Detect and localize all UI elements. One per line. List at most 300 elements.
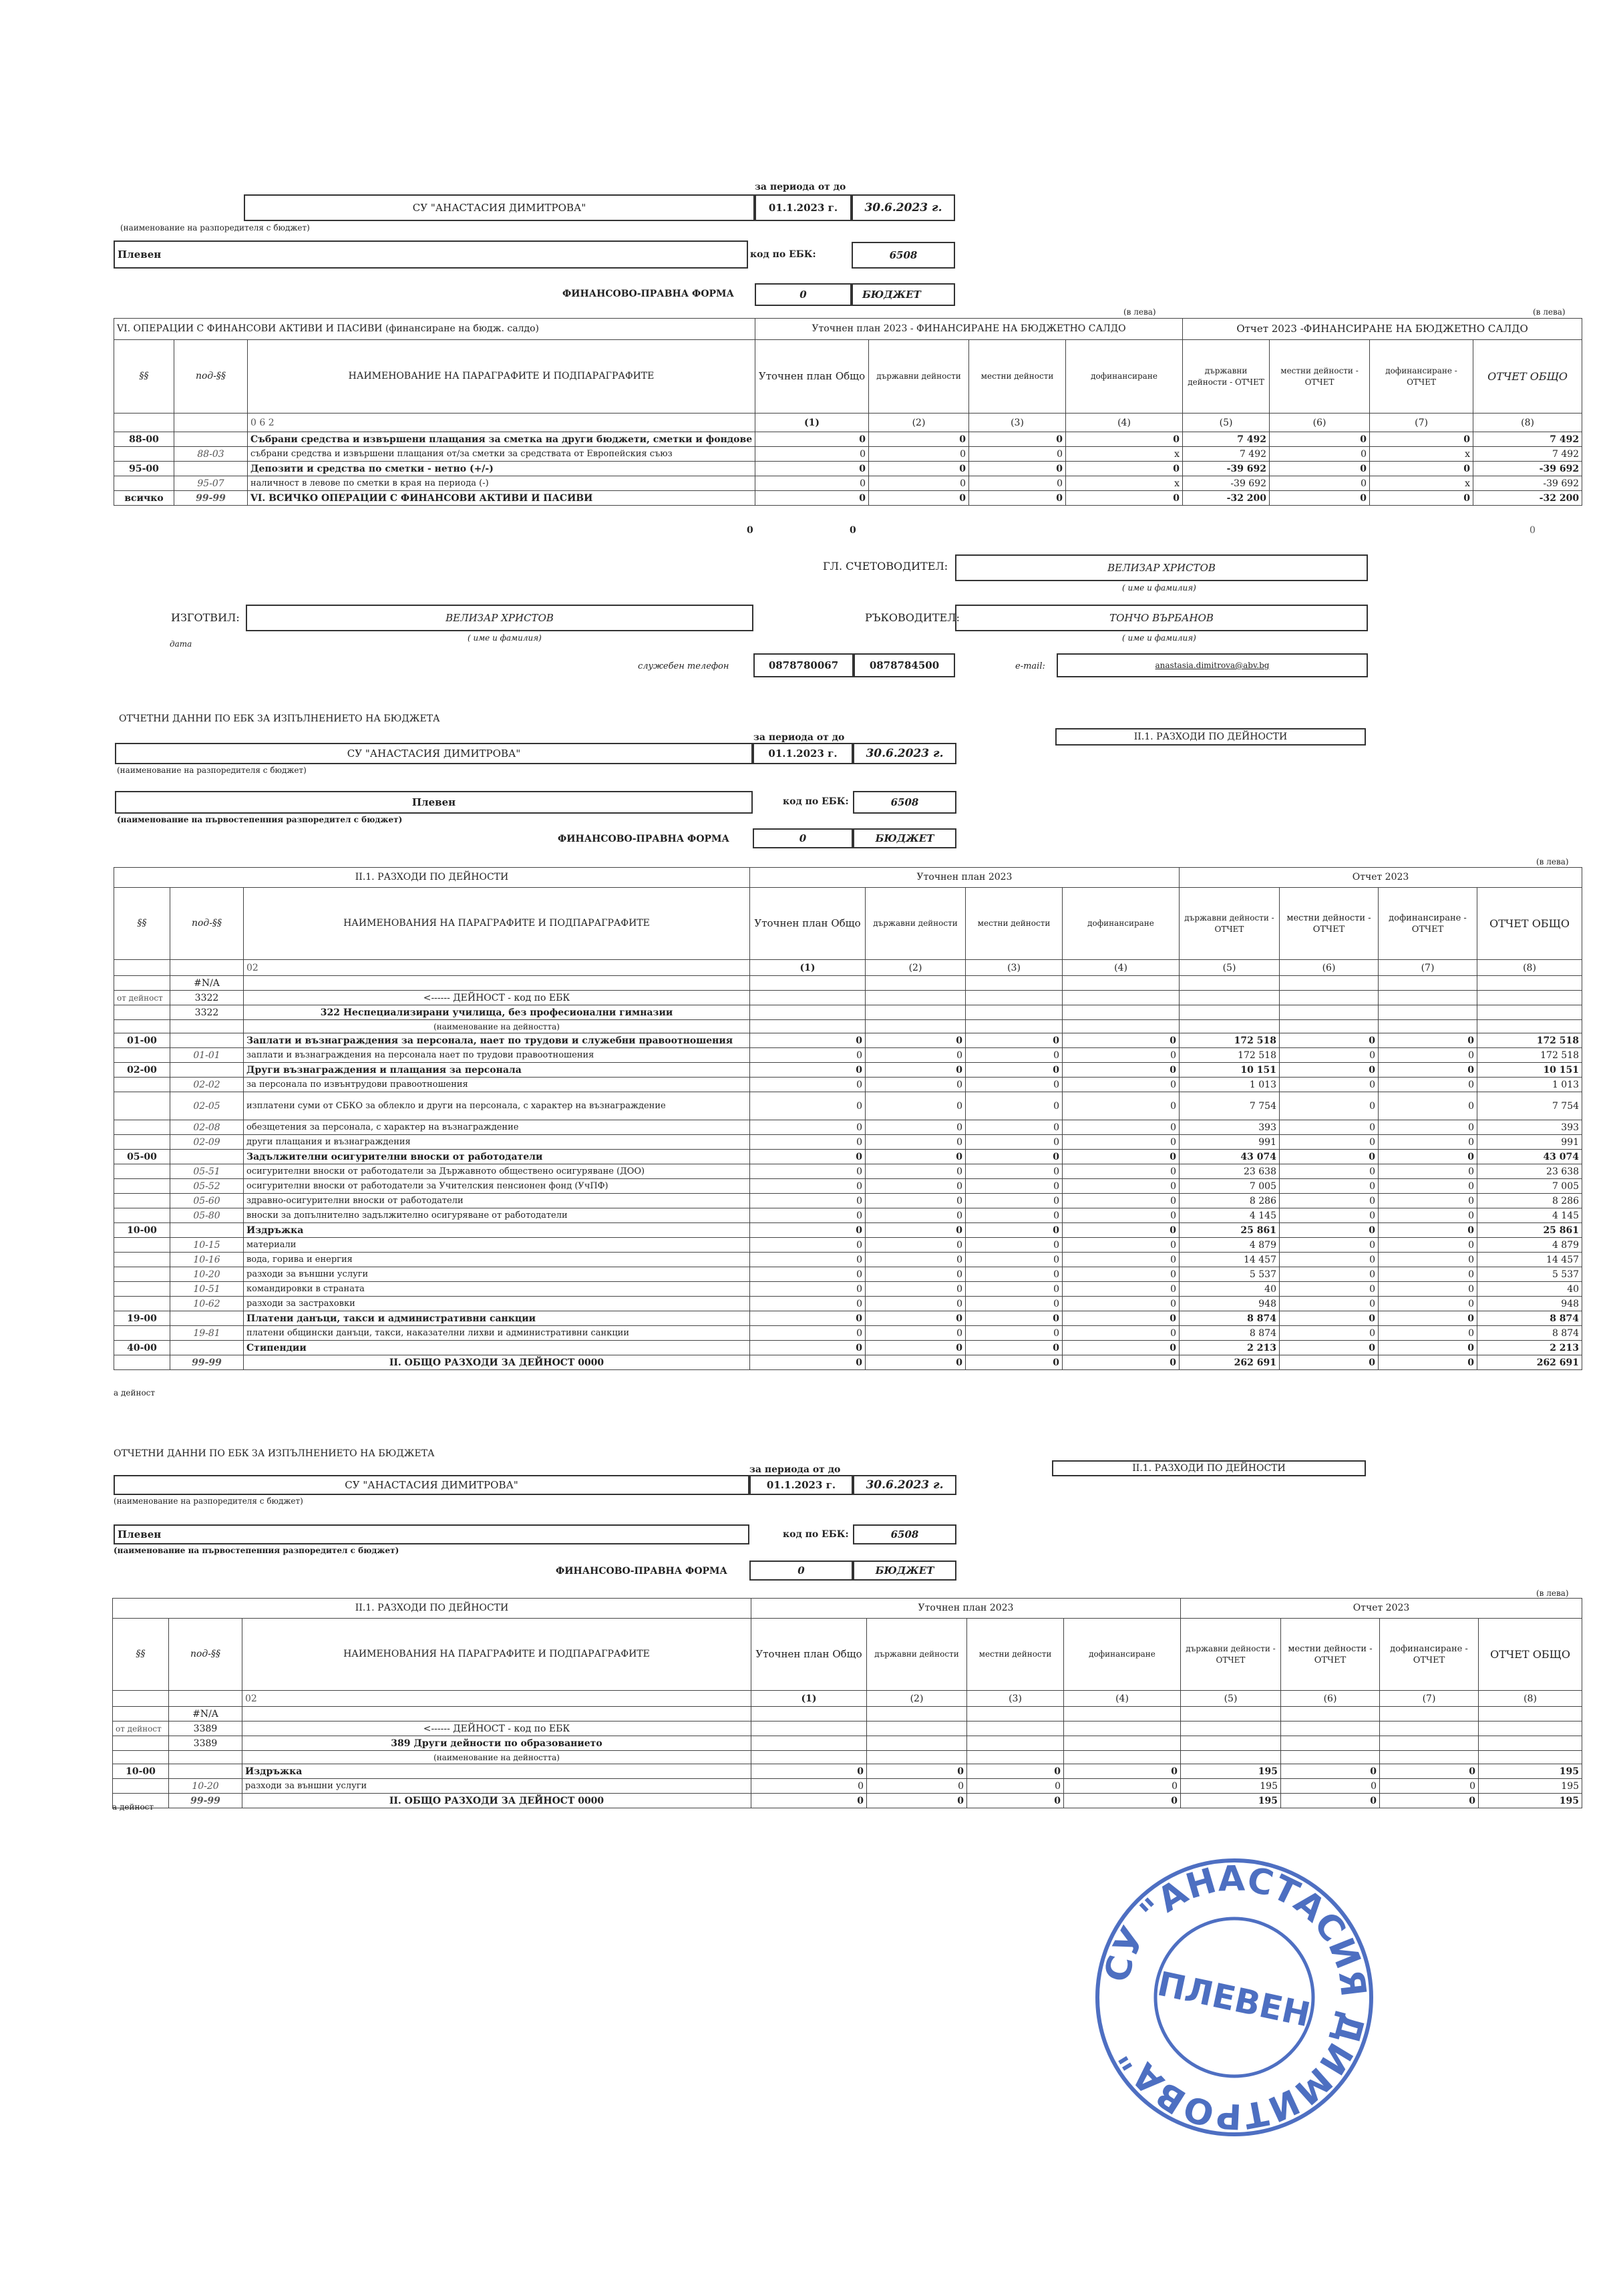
city-box: Плевен xyxy=(115,791,753,814)
email-value: anastasia.dimitrova@abv.bg xyxy=(1057,653,1368,677)
cell-value: 43 074 xyxy=(1477,1150,1582,1164)
cell-value: 0 xyxy=(1280,1355,1379,1370)
cell-value: 0 xyxy=(866,1078,966,1092)
cell-value: 0 xyxy=(1066,432,1183,447)
cell-value: 0 xyxy=(1064,1779,1181,1794)
column-header: Уточнен план Общо xyxy=(751,1619,867,1691)
cell-value: 0 xyxy=(750,1311,866,1326)
cell-value: 0 xyxy=(750,1297,866,1311)
cell-value: 0 xyxy=(755,476,869,491)
cell-value: -39 692 xyxy=(1183,476,1270,491)
phone-2: 0878784500 xyxy=(854,653,955,677)
cell-value: 0 xyxy=(1280,1208,1379,1223)
cell-value: 0 xyxy=(1066,462,1183,476)
paragraph-code xyxy=(114,1092,170,1120)
date-from: 01.1.2023 г. xyxy=(749,1475,853,1495)
unit-label: (в лева) xyxy=(1536,857,1569,866)
row-name: заплати и възнаграждения на персонала нает по трудови правоотношения xyxy=(244,1048,750,1063)
cell-value: 40 xyxy=(1180,1282,1280,1297)
column-header: под-§§ xyxy=(170,888,244,960)
cell-value: 0 xyxy=(1063,1326,1180,1341)
cell-value: 0 xyxy=(866,1150,966,1164)
org-caption: (наименование на разпоредителя с бюджет) xyxy=(120,223,310,232)
fpf-value: БЮДЖЕТ xyxy=(853,1561,956,1581)
paragraph-code: 10-00 xyxy=(114,1223,170,1238)
cell-value: 0 xyxy=(750,1048,866,1063)
table-header: Уточнен план 2023 xyxy=(751,1599,1181,1619)
table-row xyxy=(114,1063,1582,1078)
cell-value: 0 xyxy=(1063,1253,1180,1267)
activity-code: 3322 xyxy=(170,1005,244,1020)
cell-value: 0 xyxy=(866,1033,966,1048)
cell-value: 0 xyxy=(1063,1297,1180,1311)
chief-accountant-name: ВЕЛИЗАР ХРИСТОВ xyxy=(955,554,1368,581)
cell-value: 7 005 xyxy=(1180,1179,1280,1194)
row-name: здравно-осигурителни вноски от работодатели xyxy=(244,1194,750,1208)
paragraph-code xyxy=(114,1120,170,1135)
row-name: Събрани средства и извършени плащания за сметка на други бюджети, сметки и фондове xyxy=(248,432,755,447)
zero-value: 0 xyxy=(850,525,856,536)
cell-value: 0 xyxy=(751,1779,867,1794)
cell-value: 0 xyxy=(750,1033,866,1048)
paragraph-code xyxy=(114,1208,170,1223)
column-header: дофинансиране - ОТЧЕТ xyxy=(1379,888,1477,960)
column-header: ОТЧЕТ ОБЩО xyxy=(1477,888,1582,960)
ebk-label: код по ЕБК: xyxy=(783,1529,849,1540)
unit-label: (в лева) xyxy=(1536,1589,1569,1598)
cell-value: 8 874 xyxy=(1477,1311,1582,1326)
expenses-table xyxy=(112,1598,1582,1808)
cell-value: 0 xyxy=(866,1164,966,1179)
head-label: РЪКОВОДИТЕЛ: xyxy=(865,611,960,624)
cell-value: -32 200 xyxy=(1183,491,1270,506)
row-name: Платени данъци, такси и административни санкции xyxy=(244,1311,750,1326)
column-header: дофинансиране xyxy=(1063,888,1180,960)
column-header: §§ xyxy=(114,340,174,414)
table-row xyxy=(114,1355,1582,1370)
cell-value: 0 xyxy=(1379,1150,1477,1164)
cell-value: 23 638 xyxy=(1477,1164,1582,1179)
subparagraph-code: 05-60 xyxy=(170,1194,244,1208)
table-row xyxy=(113,1794,1582,1808)
subparagraph-code xyxy=(170,1223,244,1238)
footer-note: а дейност xyxy=(114,1388,156,1398)
cell-value: 0 xyxy=(1281,1764,1380,1779)
activity-mid: <------ ДЕЙНОСТ - код по ЕБК xyxy=(242,1721,751,1736)
column-number: (2) xyxy=(866,960,966,976)
column-header: ОТЧЕТ ОБЩО xyxy=(1479,1619,1582,1691)
subparagraph-code: 10-62 xyxy=(170,1297,244,1311)
cell-value: 7 754 xyxy=(1180,1092,1280,1120)
subparagraph-code: 02-05 xyxy=(170,1092,244,1120)
cell-value: 1 013 xyxy=(1180,1078,1280,1092)
cell-value: 7 754 xyxy=(1477,1092,1582,1120)
activity-code: 3322 xyxy=(170,991,244,1005)
cell-value: 0 xyxy=(1379,1164,1477,1179)
cell-value: 195 xyxy=(1479,1779,1582,1794)
activity-caption: (наименование на дейността) xyxy=(242,1751,751,1764)
paragraph-code xyxy=(114,1194,170,1208)
cell-value: 0 xyxy=(1379,1282,1477,1297)
row-name: обезщетения за персонала, с характер на възнаграждение xyxy=(244,1120,750,1135)
subparagraph-code xyxy=(170,1311,244,1326)
cell-value: 2 213 xyxy=(1477,1341,1582,1355)
org-name: СУ "АНАСТАСИЯ ДИМИТРОВА" xyxy=(115,743,753,764)
cell-value: 393 xyxy=(1180,1120,1280,1135)
cell-value: 0 xyxy=(1379,1120,1477,1135)
row-name: вода, горива и енергия xyxy=(244,1253,750,1267)
table-header: Отчет 2023 xyxy=(1181,1599,1582,1619)
activity-label: от дейност xyxy=(114,991,170,1005)
column-header: местни дейности xyxy=(969,340,1066,414)
table-row xyxy=(114,1033,1582,1048)
row-name: материали xyxy=(244,1238,750,1253)
org-name: СУ "АНАСТАСИЯ ДИМИТРОВА" xyxy=(114,1475,749,1495)
cell-value: 195 xyxy=(1479,1794,1582,1808)
stamp-ring-text: СУ "АНАСТАСИЯ ДИМИТРОВА" xyxy=(1097,1858,1373,2136)
cell-value: 0 xyxy=(1280,1341,1379,1355)
subparagraph-code: 10-15 xyxy=(170,1238,244,1253)
cell-value: 0 xyxy=(966,1179,1063,1194)
cell-value: 0 xyxy=(967,1779,1064,1794)
cell-value: 0 xyxy=(1380,1764,1479,1779)
paragraph-code xyxy=(114,1297,170,1311)
table-row xyxy=(114,1341,1582,1355)
date-from: 01.1.2023 г. xyxy=(753,743,853,764)
cell-value: 0 xyxy=(1280,1150,1379,1164)
table-row xyxy=(114,1078,1582,1092)
paragraph-code xyxy=(114,1355,170,1370)
activity-name: 322 Неспециализирани училища, без професионални гимназии xyxy=(244,1005,750,1020)
period-label: за периода от до xyxy=(749,1464,841,1475)
column-header: ОТЧЕТ ОБЩО xyxy=(1473,340,1582,414)
report-title: ОТЧЕТНИ ДАННИ ПО ЕБК ЗА ИЗПЪЛНЕНИЕТО НА БЮДЖЕТА xyxy=(114,1448,435,1459)
cell-value: 0 xyxy=(1379,1341,1477,1355)
table-header: II.1. РАЗХОДИ ПО ДЕЙНОСТИ xyxy=(114,868,750,888)
subparagraph-code xyxy=(170,1150,244,1164)
code-row: 0 6 2 xyxy=(248,414,755,432)
cell-value: 5 537 xyxy=(1180,1267,1280,1282)
table-row xyxy=(114,1092,1582,1120)
cell-value: 0 xyxy=(1063,1355,1180,1370)
cell-value: 0 xyxy=(1063,1150,1180,1164)
column-header: местни дейности - ОТЧЕТ xyxy=(1280,888,1379,960)
cell-value: 0 xyxy=(869,491,969,506)
cell-value: 0 xyxy=(750,1355,866,1370)
cell-value: 0 xyxy=(750,1150,866,1164)
table-row xyxy=(114,1120,1582,1135)
cell-value: 0 xyxy=(1280,1033,1379,1048)
cell-value: 10 151 xyxy=(1477,1063,1582,1078)
column-header: дофинансиране xyxy=(1066,340,1183,414)
column-number: (5) xyxy=(1183,414,1270,432)
cell-value: 0 xyxy=(1270,491,1370,506)
table-row xyxy=(114,1208,1582,1223)
cell-value: 0 xyxy=(755,491,869,506)
cell-value: 0 xyxy=(1370,491,1473,506)
cell-value: 195 xyxy=(1181,1794,1281,1808)
city-caption: (наименование на първостепенния разпоредител с бюджет) xyxy=(117,815,403,824)
period-label: за периода от до xyxy=(753,732,845,743)
cell-value: 172 518 xyxy=(1477,1048,1582,1063)
cell-value: x xyxy=(1370,447,1473,462)
cell-value: 0 xyxy=(750,1267,866,1282)
cell-value: 0 xyxy=(866,1120,966,1135)
cell-value: 0 xyxy=(867,1764,967,1779)
cell-value: 0 xyxy=(969,491,1066,506)
date-caption: дата xyxy=(170,639,192,649)
cell-value: 0 xyxy=(966,1208,1063,1223)
cell-value: 8 874 xyxy=(1180,1326,1280,1341)
fpf-code: 0 xyxy=(755,283,852,306)
cell-value: 0 xyxy=(966,1223,1063,1238)
cell-value: 0 xyxy=(966,1194,1063,1208)
org-caption: (наименование на разпоредителя с бюджет) xyxy=(114,1496,303,1506)
cell-value: 7 005 xyxy=(1477,1179,1582,1194)
chief-accountant-label: ГЛ. СЧЕТОВОДИТЕЛ: xyxy=(823,560,948,572)
subparagraph-code: 10-20 xyxy=(169,1779,242,1794)
paragraph-code xyxy=(114,1253,170,1267)
paragraph-code xyxy=(113,1779,169,1794)
column-header: НАИМЕНОВАНИЯ НА ПАРАГРАФИТЕ И ПОДПАРАГРАФИТЕ xyxy=(244,888,750,960)
cell-value: 0 xyxy=(1063,1164,1180,1179)
city-box: Плевен xyxy=(114,240,748,269)
row-name: II. ОБЩО РАЗХОДИ ЗА ДЕЙНОСТ 0000 xyxy=(244,1355,750,1370)
activity-code: 3389 xyxy=(169,1736,242,1751)
row-name: командировки в страната xyxy=(244,1282,750,1297)
fpf-code: 0 xyxy=(749,1561,853,1581)
table-header: Отчет 2023 xyxy=(1180,868,1582,888)
na-cell: #N/A xyxy=(169,1707,242,1721)
table-row xyxy=(114,447,1582,462)
cell-value: 991 xyxy=(1180,1135,1280,1150)
paragraph-code: 02-00 xyxy=(114,1063,170,1078)
cell-value: 0 xyxy=(866,1297,966,1311)
ebk-code: 6508 xyxy=(852,242,955,269)
cell-value: 0 xyxy=(1270,462,1370,476)
cell-value: 195 xyxy=(1181,1779,1281,1794)
row-name: платени общински данъци, такси, наказателни лихви и административни санкции xyxy=(244,1326,750,1341)
cell-value: 8 874 xyxy=(1180,1311,1280,1326)
cell-value: 0 xyxy=(866,1048,966,1063)
fpf-code: 0 xyxy=(753,828,853,848)
cell-value: 0 xyxy=(1063,1238,1180,1253)
fpf-value: БЮДЖЕТ xyxy=(853,828,956,848)
section-tag: II.1. РАЗХОДИ ПО ДЕЙНОСТИ xyxy=(1055,728,1366,746)
cell-value: 0 xyxy=(1063,1267,1180,1282)
column-header: НАИМЕНОВАНИЕ НА ПАРАГРАФИТЕ И ПОДПАРАГРАФИТЕ xyxy=(248,340,755,414)
cell-value: 0 xyxy=(867,1794,967,1808)
cell-value: -32 200 xyxy=(1473,491,1582,506)
cell-value: -39 692 xyxy=(1473,476,1582,491)
column-header: Уточнен план Общо xyxy=(755,340,869,414)
column-number: (1) xyxy=(750,960,866,976)
date-from: 01.1.2023 г. xyxy=(755,194,852,221)
table-header: VI. ОПЕРАЦИИ С ФИНАНСОВИ АКТИВИ И ПАСИВИ (финансиране на бюдж. салдо) xyxy=(114,319,755,340)
subparagraph-code: 10-20 xyxy=(170,1267,244,1282)
ebk-code: 6508 xyxy=(853,791,956,814)
expenses-table xyxy=(114,867,1582,1370)
cell-value: 0 xyxy=(1280,1048,1379,1063)
subparagraph-code: 02-08 xyxy=(170,1120,244,1135)
column-number: (3) xyxy=(969,414,1066,432)
column-header: под-§§ xyxy=(174,340,248,414)
column-number: (6) xyxy=(1270,414,1370,432)
cell-value: 7 492 xyxy=(1473,432,1582,447)
financing-table xyxy=(114,318,1582,506)
cell-value: 172 518 xyxy=(1180,1048,1280,1063)
column-number: (7) xyxy=(1370,414,1473,432)
cell-value: 0 xyxy=(1280,1194,1379,1208)
cell-value: 0 xyxy=(966,1297,1063,1311)
zero-value: 0 xyxy=(747,525,753,536)
cell-value: 23 638 xyxy=(1180,1164,1280,1179)
prepared-label: ИЗГОТВИЛ: xyxy=(171,611,240,624)
row-name: VI. ВСИЧКО ОПЕРАЦИИ С ФИНАНСОВИ АКТИВИ И ПАСИВИ xyxy=(248,491,755,506)
cell-value: 0 xyxy=(1379,1223,1477,1238)
table-row xyxy=(114,1326,1582,1341)
org-name: СУ "АНАСТАСИЯ ДИМИТРОВА" xyxy=(244,194,755,221)
activity-mid: <------ ДЕЙНОСТ - код по ЕБК xyxy=(244,991,750,1005)
date-to: 30.6.2023 г. xyxy=(853,743,956,764)
cell-value: 0 xyxy=(1280,1078,1379,1092)
subparagraph-code: 99-99 xyxy=(169,1794,242,1808)
fpf-label: ФИНАНСОВО-ПРАВНА ФОРМА xyxy=(558,834,729,844)
cell-value: -39 692 xyxy=(1183,462,1270,476)
report-title: ОТЧЕТНИ ДАННИ ПО ЕБК ЗА ИЗПЪЛНЕНИЕТО НА БЮДЖЕТА xyxy=(119,713,440,724)
row-name: за персонала по извънтрудови правоотношения xyxy=(244,1078,750,1092)
cell-value: 172 518 xyxy=(1477,1033,1582,1048)
cell-value: 0 xyxy=(1379,1179,1477,1194)
cell-value: 0 xyxy=(1270,432,1370,447)
cell-value: 0 xyxy=(751,1764,867,1779)
cell-value: 0 xyxy=(1281,1794,1380,1808)
cell-value: 0 xyxy=(750,1238,866,1253)
row-name: Издръжка xyxy=(242,1764,751,1779)
zero-value: 0 xyxy=(1530,525,1536,536)
cell-value: 393 xyxy=(1477,1120,1582,1135)
column-header: местни дейности xyxy=(967,1619,1064,1691)
code-row: 02 xyxy=(244,960,750,976)
cell-value: 0 xyxy=(866,1311,966,1326)
cell-value: 0 xyxy=(1379,1194,1477,1208)
cell-value: 0 xyxy=(1280,1179,1379,1194)
paragraph-code: 05-00 xyxy=(114,1150,170,1164)
paragraph-code xyxy=(114,1238,170,1253)
cell-value: 0 xyxy=(966,1267,1063,1282)
cell-value: 0 xyxy=(1063,1194,1180,1208)
table-row xyxy=(114,1253,1582,1267)
cell-value: 0 xyxy=(1280,1267,1379,1282)
cell-value: -39 692 xyxy=(1473,462,1582,476)
cell-value: 0 xyxy=(1280,1297,1379,1311)
cell-value: 0 xyxy=(966,1282,1063,1297)
cell-value: 0 xyxy=(1063,1063,1180,1078)
cell-value: 0 xyxy=(966,1355,1063,1370)
cell-value: 4 145 xyxy=(1180,1208,1280,1223)
cell-value: 14 457 xyxy=(1477,1253,1582,1267)
official-stamp xyxy=(1087,1850,1381,2144)
cell-value: 0 xyxy=(866,1092,966,1120)
paragraph-code xyxy=(114,476,174,491)
cell-value: 4 145 xyxy=(1477,1208,1582,1223)
cell-value: 0 xyxy=(750,1078,866,1092)
cell-value: 0 xyxy=(1063,1092,1180,1120)
paragraph-code xyxy=(114,1326,170,1341)
column-number: (3) xyxy=(966,960,1063,976)
prepared-name: ВЕЛИЗАР ХРИСТОВ xyxy=(246,605,753,631)
cell-value: 0 xyxy=(1280,1120,1379,1135)
cell-value: 0 xyxy=(866,1267,966,1282)
table-row xyxy=(114,1282,1582,1297)
column-number: (4) xyxy=(1066,414,1183,432)
cell-value: 4 879 xyxy=(1180,1238,1280,1253)
column-header: държавни дейности - ОТЧЕТ xyxy=(1180,888,1280,960)
unit-label: (в лева) xyxy=(1533,307,1566,317)
column-header: под-§§ xyxy=(169,1619,242,1691)
table-row xyxy=(114,1048,1582,1063)
cell-value: 1 013 xyxy=(1477,1078,1582,1092)
row-name: Депозити и средства по сметки - нетно (+/-) xyxy=(248,462,755,476)
cell-value: 0 xyxy=(966,1326,1063,1341)
cell-value: 43 074 xyxy=(1180,1150,1280,1164)
cell-value: 0 xyxy=(755,462,869,476)
cell-value: 0 xyxy=(1280,1253,1379,1267)
subparagraph-code: 88-03 xyxy=(174,447,248,462)
column-number: (5) xyxy=(1181,1691,1281,1707)
column-number: (1) xyxy=(755,414,869,432)
cell-value: 948 xyxy=(1180,1297,1280,1311)
code-row: 02 xyxy=(242,1691,751,1707)
column-header: държавни дейности xyxy=(869,340,969,414)
row-name: разходи за застраховки xyxy=(244,1297,750,1311)
column-header: местни дейности - ОТЧЕТ xyxy=(1281,1619,1380,1691)
subparagraph-code: 10-51 xyxy=(170,1282,244,1297)
cell-value: 0 xyxy=(966,1033,1063,1048)
cell-value: 0 xyxy=(866,1253,966,1267)
row-name: осигурителни вноски от работодатели за Учителския пенсионен фонд (УчПФ) xyxy=(244,1179,750,1194)
cell-value: 25 861 xyxy=(1180,1223,1280,1238)
column-number: (6) xyxy=(1280,960,1379,976)
cell-value: 0 xyxy=(750,1179,866,1194)
cell-value: 0 xyxy=(1064,1794,1181,1808)
cell-value: 2 213 xyxy=(1180,1341,1280,1355)
table-row xyxy=(113,1764,1582,1779)
cell-value: 0 xyxy=(966,1092,1063,1120)
cell-value: 0 xyxy=(750,1253,866,1267)
cell-value: 0 xyxy=(750,1194,866,1208)
cell-value: 0 xyxy=(1379,1048,1477,1063)
row-name: II. ОБЩО РАЗХОДИ ЗА ДЕЙНОСТ 0000 xyxy=(242,1794,751,1808)
cell-value: 0 xyxy=(967,1794,1064,1808)
subparagraph-code: 05-80 xyxy=(170,1208,244,1223)
table-row xyxy=(114,1267,1582,1282)
cell-value: 0 xyxy=(866,1208,966,1223)
column-header: §§ xyxy=(113,1619,169,1691)
paragraph-code xyxy=(114,1267,170,1282)
na-cell: #N/A xyxy=(170,976,244,991)
row-name: събрани средства и извършени плащания от/за сметки за средствата от Европейския съюз xyxy=(248,447,755,462)
cell-value: 0 xyxy=(750,1135,866,1150)
cell-value: 0 xyxy=(867,1779,967,1794)
cell-value: 172 518 xyxy=(1180,1033,1280,1048)
cell-value: 262 691 xyxy=(1180,1355,1280,1370)
cell-value: 0 xyxy=(750,1341,866,1355)
cell-value: 0 xyxy=(966,1120,1063,1135)
cell-value: 7 492 xyxy=(1183,447,1270,462)
cell-value: 0 xyxy=(1063,1282,1180,1297)
cell-value: 8 286 xyxy=(1180,1194,1280,1208)
